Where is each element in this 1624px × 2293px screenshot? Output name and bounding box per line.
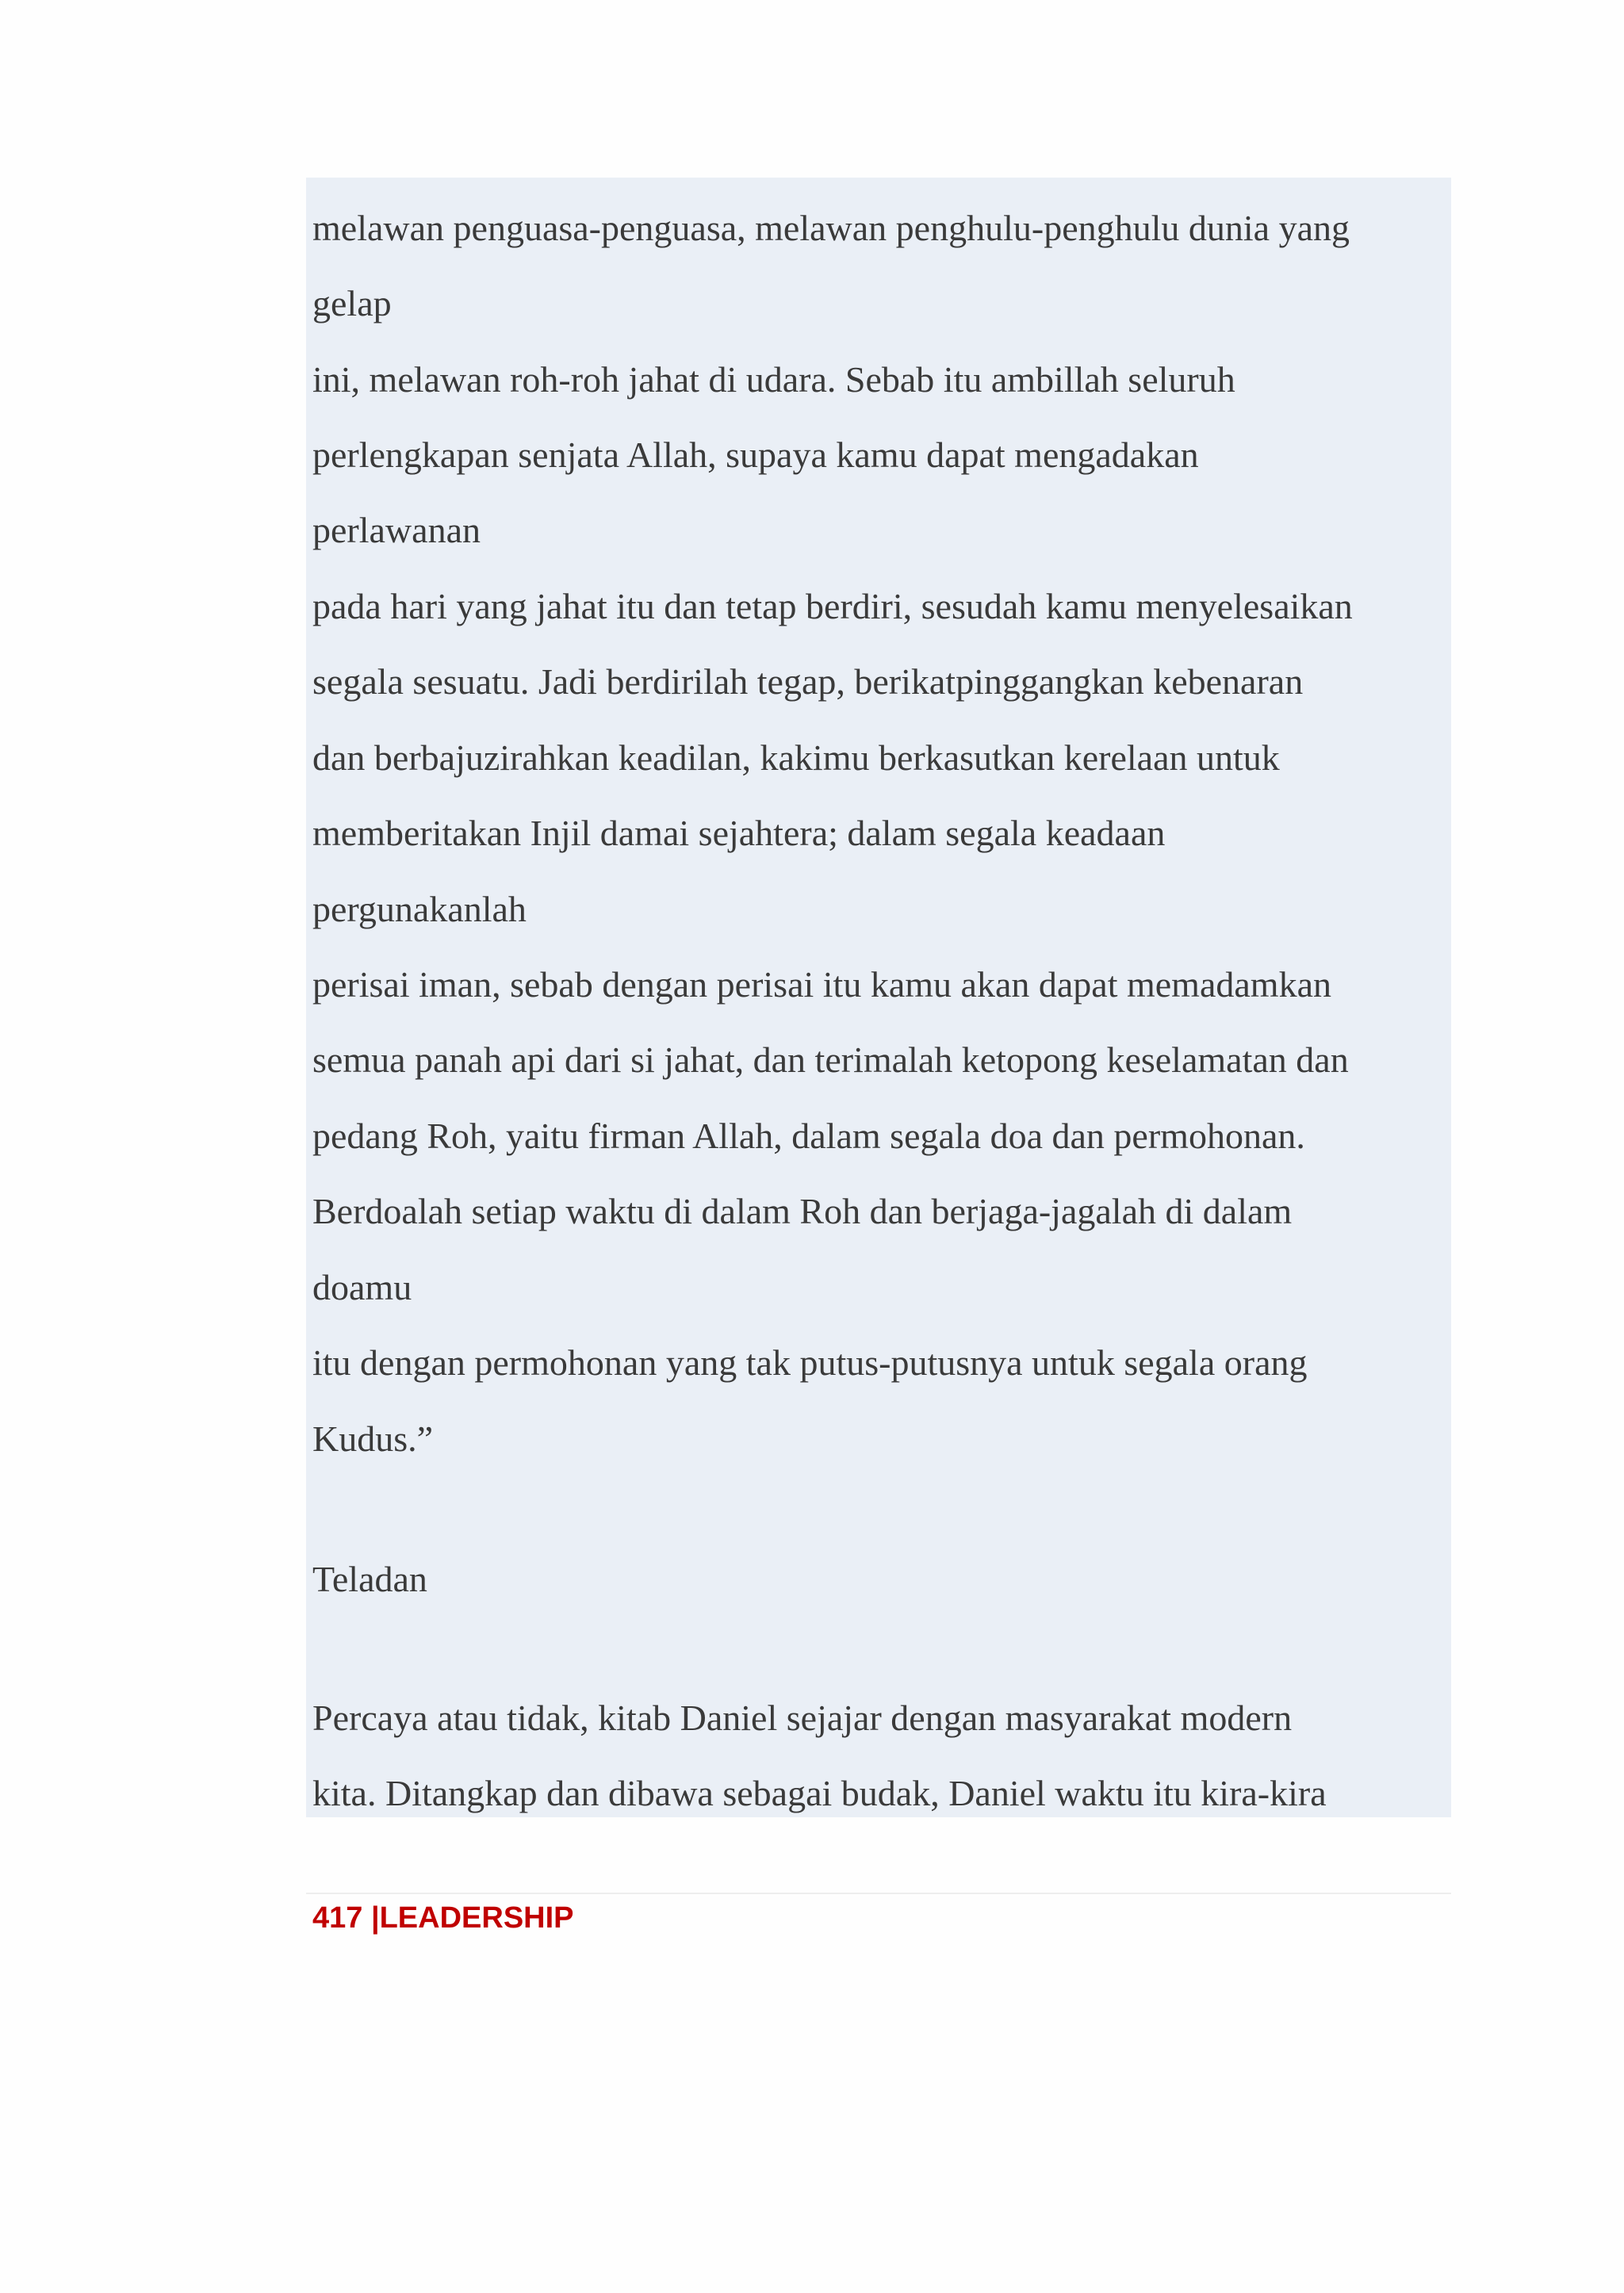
footer-divider [306,1893,1451,1894]
body-line: perlengkapan senjata Allah, supaya kamu dapat mengadakan [312,434,1199,475]
body-line: Kudus.” [312,1418,434,1459]
section-heading: Teladan [312,1559,427,1599]
body-line: semua panah api dari si jahat, dan terimalah ketopong keselamatan dan [312,1039,1349,1080]
body-line: gelap [312,283,392,323]
page-footer-label: 417 |LEADERSHIP [312,1901,574,1935]
body-line: perlawanan [312,510,481,550]
body-line: melawan penguasa-penguasa, melawan penghulu-penghulu dunia yang [312,208,1350,248]
body-line: pergunakanlah [312,889,527,929]
body-line: pada hari yang jahat itu dan tetap berdiri, sesudah kamu menyelesaikan [312,586,1353,626]
body-line: dan berbajuzirahkan keadilan, kakimu berkasutkan kerelaan untuk [312,737,1280,778]
body-line: itu dengan permohonan yang tak putus-putusnya untuk segala orang [312,1342,1308,1383]
body-line: ini, melawan roh-roh jahat di udara. Sebab itu ambillah seluruh [312,359,1235,400]
body-line: Berdoalah setiap waktu di dalam Roh dan berjaga-jagalah di dalam [312,1191,1293,1231]
body-line: pedang Roh, yaitu firman Allah, dalam segala doa dan permohonan. [312,1116,1305,1156]
body-line: memberitakan Injil damai sejahtera; dalam segala keadaan [312,813,1166,853]
body-line: doamu [312,1267,412,1307]
body-line: segala sesuatu. Jadi berdirilah tegap, berikatpinggangkan kebenaran [312,661,1304,702]
body-line: perisai iman, sebab dengan perisai itu kamu akan dapat memadamkan [312,964,1331,1005]
body-line: Percaya atau tidak, kitab Daniel sejajar dengan masyarakat modern [312,1698,1293,1738]
highlighted-text-block [306,178,1451,1817]
body-line: kita. Ditangkap dan dibawa sebagai budak, Daniel waktu itu kira-kira [312,1773,1327,1813]
